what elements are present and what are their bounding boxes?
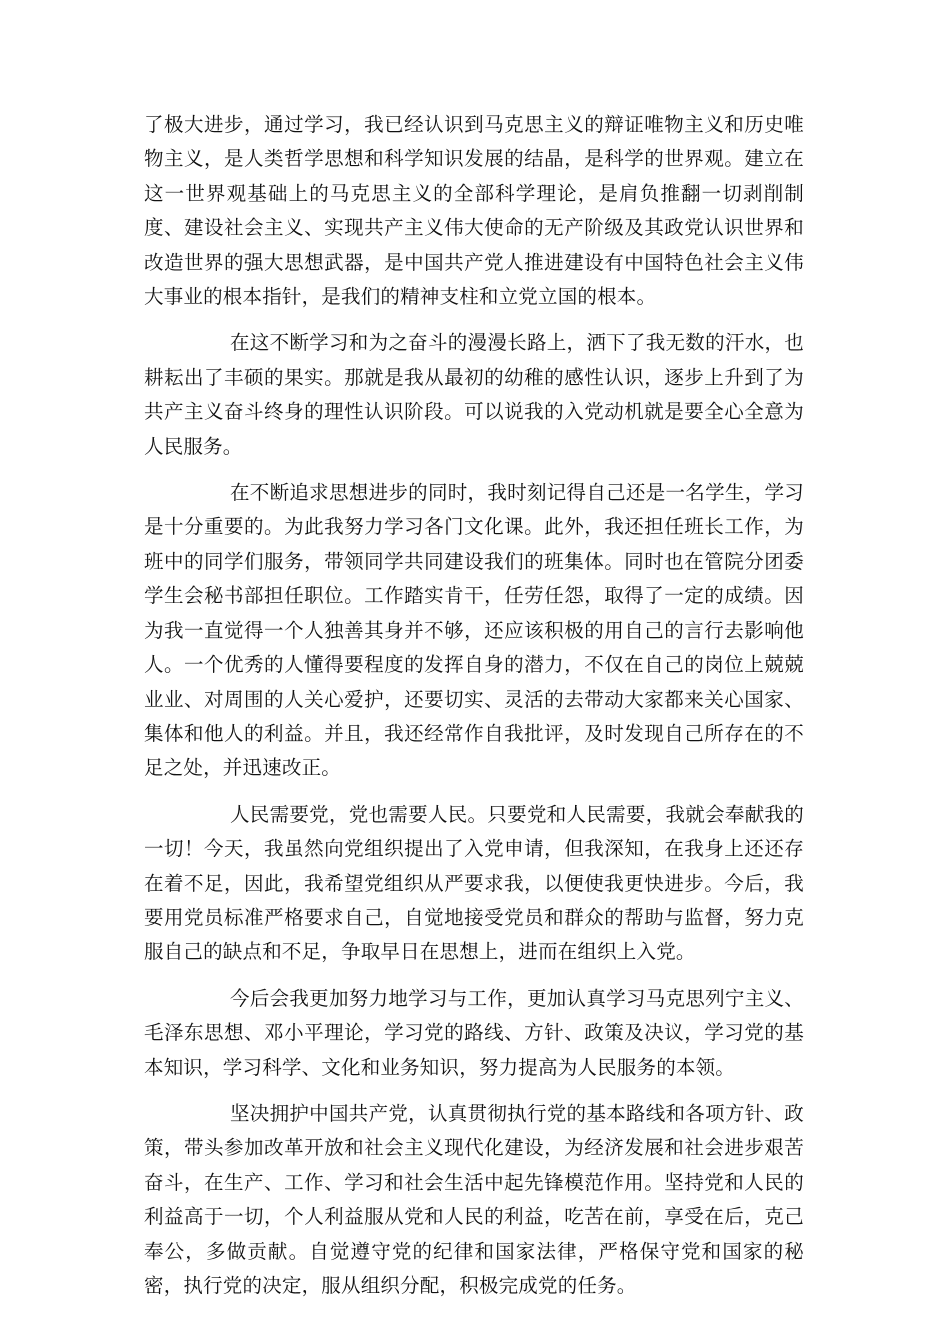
paragraph-2: 在这不断学习和为之奋斗的漫漫长路上，洒下了我无数的汗水，也耕耘出了丰硕的果实。那就是我从最初的幼稚的感性认识，逐步上升到了为共产主义奋斗终身的理性认识阶段。可以说我的入党动机就是要全心全意为人民服务。 xyxy=(144,331,804,458)
paragraph-4: 人民需要党，党也需要人民。只要党和人民需要，我就会奉献我的一切！今天，我虽然向党组织提出了入党申请，但我深知，在我身上还还存在着不足，因此，我希望党组织从严要求我，以便使我更快进步。今后，我要用党员标准严格要求自己，自觉地接受党员和群众的帮助与监督，努力克服自己的缺点和不足，争取早日在思想上，进而在组织上入党。 xyxy=(144,802,804,964)
paragraph-3: 在不断追求思想进步的同时，我时刻记得自己还是一名学生，学习是十分重要的。为此我努力学习各门文化课。此外，我还担任班长工作，为班中的同学们服务，带领同学共同建设我们的班集体。同时也在管院分团委学生会秘书部担任职位。工作踏实肯干，任劳任怨，取得了一定的成绩。因为我一直觉得一个人独善其身并不够，还应该积极的用自己的言行去影响他人。一个优秀的人懂得要程度的发挥自身的潜力，不仅在自己的岗位上兢兢业业、对周围的人关心爱护，还要切实、灵活的去带动大家都来关心国家、集体和他人的利益。并且，我还经常作自我批评，及时发现自己所存在的不足之处，并迅速改正。 xyxy=(144,481,804,780)
paragraph-5: 今后会我更加努力地学习与工作，更加认真学习马克思列宁主义、毛泽东思想、邓小平理论，学习党的路线、方针、政策及决议，学习党的基本知识，学习科学、文化和业务知识，努力提高为人民服务的本领。 xyxy=(144,986,804,1079)
document-page xyxy=(144,108,804,1315)
paragraph-6: 坚决拥护中国共产党，认真贯彻执行党的基本路线和各项方针、政策，带头参加改革开放和社会主义现代化建设，为经济发展和社会进步艰苦奋斗，在生产、工作、学习和社会生活中起先锋模范作用。坚持党和人民的利益高于一切，个人利益服从党和人民的利益，吃苦在前，享受在后，克己奉公，多做贡献。自觉遵守党的纪律和国家法律，严格保守党和国家的秘密，执行党的决定，服从组织分配，积极完成党的任务。 xyxy=(144,1101,804,1297)
paragraph-1: 了极大进步，通过学习，我已经认识到马克思主义的辩证唯物主义和历史唯物主义，是人类哲学思想和科学知识发展的结晶，是科学的世界观。建立在这一世界观基础上的马克思主义的全部科学理论，是肩负推翻一切剥削制度、建设社会主义、实现共产主义伟大使命的无产阶级及其政党认识世界和改造世界的强大思想武器，是中国共产党人推进建设有中国特色社会主义伟大事业的根本指针，是我们的精神支柱和立党立国的根本。 xyxy=(144,113,804,309)
